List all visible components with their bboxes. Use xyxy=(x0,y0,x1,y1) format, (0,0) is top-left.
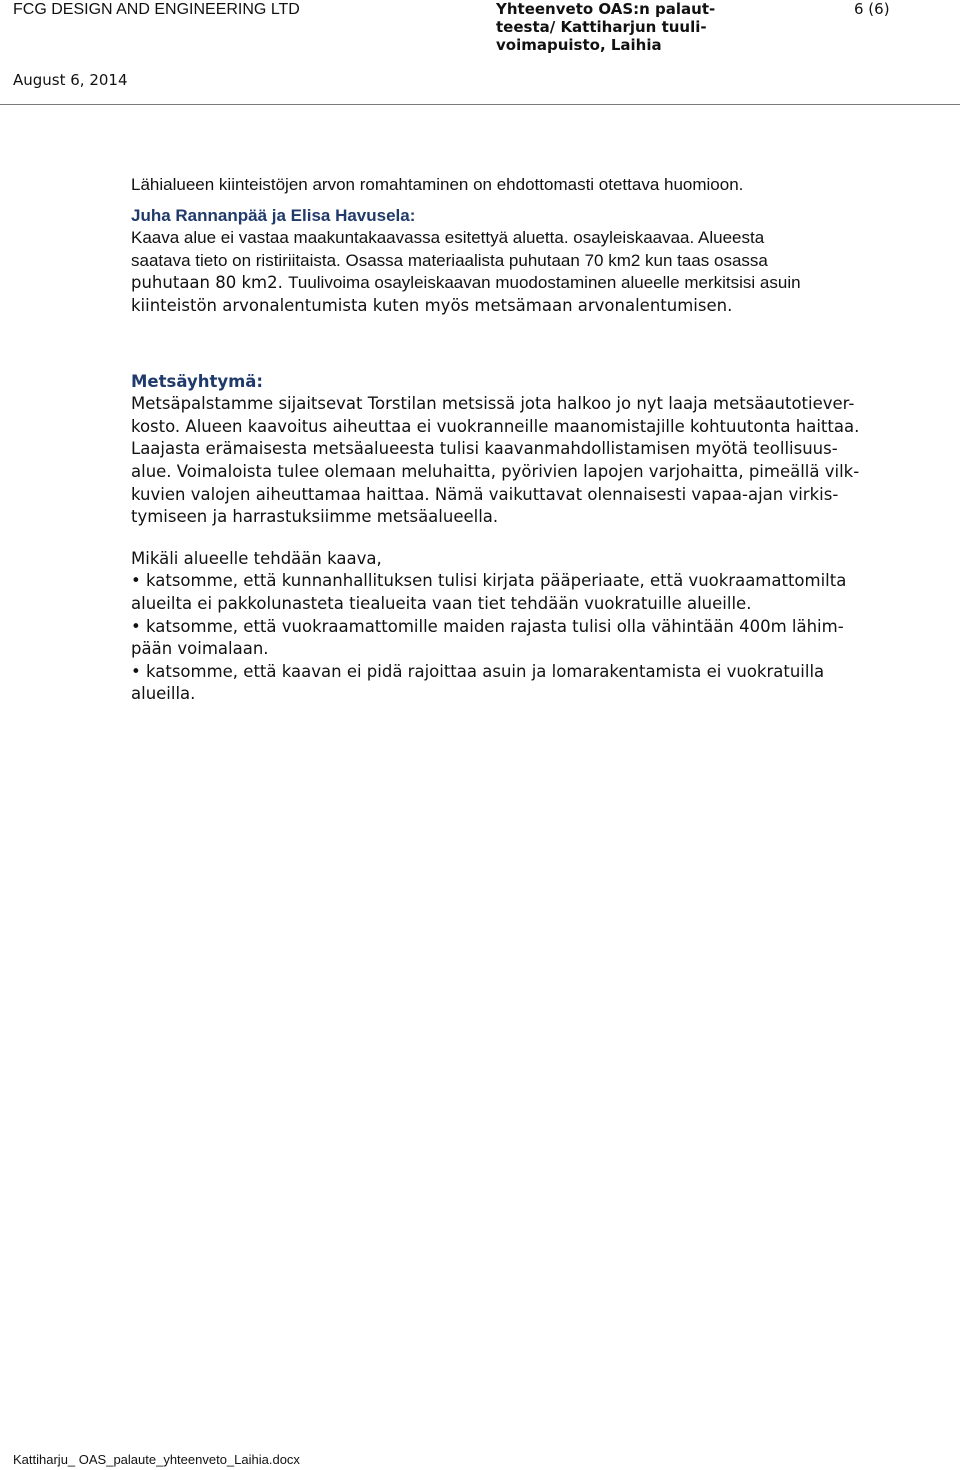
paragraph-line: kosto. Alueen kaavoitus aiheuttaa ei vuokranneille maanomistajille kohtuutonta haittaa. xyxy=(131,416,860,436)
document-title-line: teesta/ Kattiharjun tuuli- xyxy=(496,18,707,36)
paragraph-line: kuvien valojen aiheuttamaa haittaa. Nämä vaikuttavat olennaisesti vapaa-ajan virkis- xyxy=(131,484,839,504)
bullet-item-continuation: alueilla. xyxy=(131,684,196,704)
section-text-metsayhtyma xyxy=(131,393,951,529)
document-title-line: Yhteenveto OAS:n palaut- xyxy=(496,0,716,18)
document-body xyxy=(131,174,951,706)
bullet-item-continuation: pään voimalaan. xyxy=(131,639,269,659)
paragraph-line xyxy=(131,250,951,273)
paragraph-fragment: Tuulivoima osayleiskaavan muodostaminen alueelle merkitsisi asuin xyxy=(288,273,801,293)
paragraph-line xyxy=(131,272,951,295)
page-number: 6 (6) xyxy=(854,0,890,18)
paragraph-line: kiinteistön arvonalentumista kuten myös metsämaan arvonalentumisen. xyxy=(131,295,733,315)
paragraph-line: Metsäpalstamme sijaitsevat Torstilan metsissä jota halkoo jo nyt laaja metsäautotiever- xyxy=(131,394,855,414)
bullet-item: • katsomme, että vuokraamattomille maiden rajasta tulisi olla vähintään 400m lähim- xyxy=(131,616,844,636)
paragraph-line: Mikäli alueelle tehdään kaava, xyxy=(131,548,382,568)
section-text-conditions xyxy=(131,548,951,706)
footer-filename: Kattiharju_ OAS_palaute_yhteenveto_Laihia.docx xyxy=(13,1452,300,1467)
header-divider xyxy=(0,104,960,105)
section-text-rannanpaa xyxy=(131,227,951,317)
bullet-item-continuation: alueilta ei pakkolunasteta tiealueita vaan tiet tehdään vuokratuille alueille. xyxy=(131,593,752,613)
paragraph-fragment: Osassa materiaalista puhutaan 70 km2 kun taas osassa xyxy=(345,250,768,270)
paragraph-line: Kaava alue ei vastaa maakuntakaavassa esitettyä aluetta. osayleiskaavaa. Alueesta xyxy=(131,228,765,248)
document-date: August 6, 2014 xyxy=(13,71,128,89)
bullet-item: • katsomme, että kaavan ei pidä rajoittaa asuin ja lomarakentamista ei vuokratuilla xyxy=(131,661,825,681)
paragraph-line: alue. Voimaloista tulee olemaan meluhaitta, pyörivien lapojen varjohaitta, pimeällä vilk- xyxy=(131,461,860,481)
section-heading-rannanpaa: Juha Rannanpää ja Elisa Havusela: xyxy=(131,205,416,225)
document-title xyxy=(496,0,796,54)
bullet-item: • katsomme, että kunnanhallituksen tulisi kirjata pääperiaate, että vuokraamattomilta xyxy=(131,571,847,591)
paragraph-line: tymiseen ja harrastuksiimme metsäalueella. xyxy=(131,507,499,527)
paragraph-line: Laajasta erämaisesta metsäalueesta tulisi kaavanmahdollistamisen myötä teollisuus- xyxy=(131,439,838,459)
intro-paragraph: Lähialueen kiinteistöjen arvon romahtaminen on ehdottomasti otettava huomioon. xyxy=(131,175,744,194)
company-name: FCG DESIGN AND ENGINEERING LTD xyxy=(13,1,300,18)
section-heading-metsayhtyma: Metsäyhtymä: xyxy=(131,371,264,391)
document-title-line: voimapuisto, Laihia xyxy=(496,36,662,54)
paragraph-fragment: saatava tieto on ristiriitaista. xyxy=(131,250,346,270)
paragraph-fragment: puhutaan 80 km2. xyxy=(131,273,289,293)
